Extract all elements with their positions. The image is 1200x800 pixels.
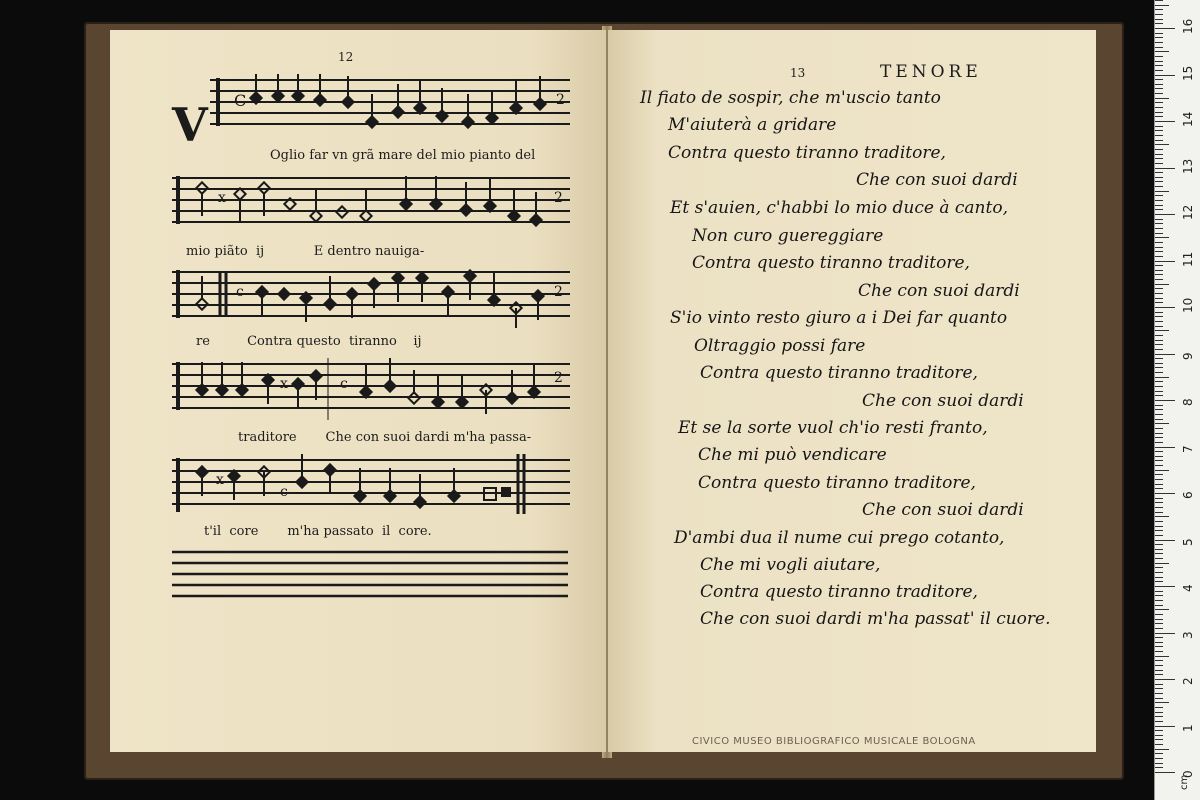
ruler-label: 10: [1181, 297, 1195, 313]
ruler-tick: [1155, 149, 1163, 150]
ruler-label: 14: [1181, 111, 1195, 127]
ruler-tick: [1155, 42, 1163, 43]
ruler-tick: [1155, 56, 1163, 57]
ruler-tick: [1155, 712, 1163, 713]
verse-line: Che con suoi dardi m'ha passat' il cuore.: [700, 609, 1051, 629]
ruler-tick: [1155, 274, 1163, 275]
ruler-tick: [1155, 377, 1169, 378]
ruler-tick: [1155, 460, 1163, 461]
ruler-tick: [1155, 265, 1163, 266]
ruler-tick: [1155, 33, 1163, 34]
ruler-tick: [1155, 567, 1163, 568]
ruler-tick: [1155, 423, 1169, 424]
ruler-tick: [1155, 233, 1163, 234]
ruler-tick: [1155, 456, 1163, 457]
ruler-tick: [1155, 205, 1163, 206]
ruler-tick: [1155, 535, 1163, 536]
ruler-tick: [1155, 154, 1163, 155]
ruler-tick: [1155, 619, 1163, 620]
ruler-tick: [1155, 214, 1175, 215]
ruler-tick: [1155, 135, 1163, 136]
ruler-tick: [1155, 102, 1163, 103]
ruler-tick: [1155, 674, 1163, 675]
ruler-tick: [1155, 563, 1169, 564]
ruler-label: 4: [1181, 584, 1195, 592]
ruler-tick: [1155, 247, 1163, 248]
ruler-tick: [1155, 665, 1163, 666]
ruler-tick: [1155, 549, 1163, 550]
ruler-tick: [1155, 488, 1163, 489]
ruler-tick: [1155, 367, 1163, 368]
ruler-tick: [1155, 354, 1175, 355]
ruler-tick: [1155, 707, 1163, 708]
ruler-tick: [1155, 219, 1163, 220]
svg-text:x: x: [218, 190, 226, 206]
ruler-tick: [1155, 493, 1175, 494]
ruler-tick: [1155, 279, 1163, 280]
ruler-tick: [1155, 209, 1163, 210]
ruler-tick: [1155, 572, 1163, 573]
ruler-tick: [1155, 242, 1163, 243]
ruler-tick: [1155, 484, 1163, 485]
ruler-tick: [1155, 744, 1163, 745]
ruler-label: 6: [1181, 491, 1195, 499]
ruler-label: 9: [1181, 351, 1195, 360]
ruler-tick: [1155, 739, 1163, 740]
ruler-tick: [1155, 168, 1175, 169]
ruler-tick: [1155, 763, 1163, 764]
initial-letter: V: [172, 98, 208, 152]
svg-text:2: 2: [556, 92, 565, 108]
ruler-tick: [1155, 23, 1163, 24]
music-staff-3: [172, 266, 574, 328]
ruler-tick: [1155, 288, 1163, 289]
ruler-tick: [1155, 409, 1163, 410]
ruler-tick: [1155, 172, 1163, 173]
ruler-tick: [1155, 14, 1163, 15]
ruler-tick: [1155, 93, 1163, 94]
ruler-tick: [1155, 158, 1163, 159]
measurement-ruler: [1154, 0, 1200, 800]
ruler-tick: [1155, 679, 1175, 680]
ruler-tick: [1155, 530, 1163, 531]
svg-text:2: 2: [554, 190, 563, 206]
lyric-line-2: mio piãto ij E dentro nauiga-: [186, 244, 425, 259]
ruler-tick: [1155, 474, 1163, 475]
ruler-tick: [1155, 688, 1163, 689]
verse-line: D'ambi dua il nume cui prego cotanto,: [674, 528, 1005, 548]
ruler-tick: [1155, 646, 1163, 647]
ruler-tick: [1155, 121, 1175, 122]
ruler-tick: [1155, 395, 1163, 396]
verse-line: Che con suoi dardi: [862, 500, 1024, 520]
ruler-tick: [1155, 386, 1163, 387]
ruler-tick: [1155, 321, 1163, 322]
verse-line: Oltraggio possi fare: [694, 336, 866, 356]
ruler-tick: [1155, 405, 1163, 406]
ruler-label: 3: [1181, 630, 1195, 639]
ruler-tick: [1155, 130, 1163, 131]
svg-text:2: 2: [554, 284, 563, 300]
ruler-tick: [1155, 19, 1163, 20]
verse-line: Il fiato de sospir, che m'uscio tanto: [640, 88, 941, 108]
ruler-tick: [1155, 758, 1163, 759]
verse-line: Che con suoi dardi: [862, 391, 1024, 411]
verse-line: Che mi vogli aiutare,: [700, 555, 881, 575]
ruler-tick: [1155, 730, 1163, 731]
verse-line: Contra questo tiranno traditore,: [698, 473, 976, 493]
ruler-label: 15: [1181, 65, 1195, 81]
ruler-tick: [1155, 721, 1163, 722]
ruler-tick: [1155, 200, 1163, 201]
ruler-tick: [1155, 140, 1163, 141]
verse-line: Contra questo tiranno traditore,: [700, 363, 978, 383]
ruler-tick: [1155, 340, 1163, 341]
ruler-tick: [1155, 5, 1169, 6]
ruler-tick: [1155, 326, 1163, 327]
verse-line: Contra questo tiranno traditore,: [700, 582, 978, 602]
ruler-tick: [1155, 70, 1163, 71]
svg-text:c: c: [236, 284, 244, 300]
ruler-tick: [1155, 437, 1163, 438]
ruler-tick: [1155, 693, 1163, 694]
ruler-tick: [1155, 470, 1169, 471]
ruler-tick: [1155, 716, 1163, 717]
ruler-tick: [1155, 316, 1163, 317]
music-staff-4: [172, 358, 574, 420]
ruler-tick: [1155, 400, 1175, 401]
ruler-tick: [1155, 702, 1169, 703]
verse-line: Che con suoi dardi: [858, 281, 1020, 301]
ruler-tick: [1155, 600, 1163, 601]
svg-text:x: x: [216, 472, 224, 488]
ruler-tick: [1155, 261, 1175, 262]
ruler-tick: [1155, 223, 1163, 224]
ruler-label: 7: [1181, 444, 1195, 453]
ruler-tick: [1155, 442, 1163, 443]
ruler-tick: [1155, 507, 1163, 508]
ruler-tick: [1155, 228, 1163, 229]
ruler-tick: [1155, 656, 1169, 657]
ruler-tick: [1155, 767, 1163, 768]
ruler-tick: [1155, 195, 1163, 196]
voice-part-heading: TENORE: [880, 62, 982, 82]
ruler-tick: [1155, 251, 1163, 252]
ruler-label: 13: [1181, 158, 1195, 174]
ruler-tick: [1155, 75, 1175, 76]
ruler-tick: [1155, 521, 1163, 522]
verse-line: M'aiuterà a gridare: [668, 115, 837, 135]
ruler-tick: [1155, 84, 1163, 85]
library-stamp: CIVICO MUSEO BIBLIOGRAFICO MUSICALE BOLOGNA: [692, 736, 976, 747]
ruler-tick: [1155, 637, 1163, 638]
ruler-tick: [1155, 609, 1169, 610]
ruler-tick: [1155, 726, 1175, 727]
ruler-tick: [1155, 465, 1163, 466]
ruler-tick: [1155, 298, 1163, 299]
ruler-tick: [1155, 181, 1163, 182]
ruler-label: 11: [1181, 251, 1195, 267]
ruler-tick: [1155, 391, 1163, 392]
ruler-tick: [1155, 163, 1163, 164]
verse-line: Et s'auien, c'habbi lo mio duce à canto,: [670, 198, 1008, 218]
ruler-tick: [1155, 581, 1163, 582]
verse-line: Contra questo tiranno traditore,: [692, 253, 970, 273]
ruler-tick: [1155, 61, 1163, 62]
music-staff-1: [210, 74, 574, 136]
svg-text:x: x: [280, 376, 288, 392]
svg-text:c: c: [280, 484, 288, 500]
ruler-label: 1: [1181, 723, 1195, 732]
ruler-tick: [1155, 614, 1163, 615]
music-staff-2: [172, 172, 574, 234]
ruler-tick: [1155, 502, 1163, 503]
ruler-tick: [1155, 88, 1163, 89]
ruler-tick: [1155, 419, 1163, 420]
ruler-tick: [1155, 37, 1163, 38]
ruler-tick: [1155, 126, 1163, 127]
verse-line: Che con suoi dardi: [856, 170, 1018, 190]
ruler-tick: [1155, 772, 1175, 773]
ruler-tick: [1155, 544, 1163, 545]
ruler-tick: [1155, 526, 1163, 527]
ruler-tick: [1155, 558, 1163, 559]
ruler-tick: [1155, 312, 1163, 313]
ruler-tick: [1155, 107, 1163, 108]
ruler-tick: [1155, 186, 1163, 187]
ruler-tick: [1155, 428, 1163, 429]
ruler-tick: [1155, 28, 1175, 29]
ruler-tick: [1155, 512, 1163, 513]
ruler-tick: [1155, 9, 1163, 10]
ruler-tick: [1155, 116, 1163, 117]
ruler-tick: [1155, 302, 1163, 303]
ruler-tick: [1155, 447, 1175, 448]
ruler-tick: [1155, 98, 1169, 99]
ruler-tick: [1155, 51, 1169, 52]
ruler-tick: [1155, 595, 1163, 596]
ruler-tick: [1155, 553, 1163, 554]
ruler-tick: [1155, 47, 1163, 48]
ruler-tick: [1155, 698, 1163, 699]
ruler-label: 12: [1181, 204, 1195, 220]
ruler-tick: [1155, 749, 1169, 750]
lyric-line-5: t'il core m'ha passato il core.: [204, 524, 432, 539]
verse-line: Contra questo tiranno traditore,: [668, 143, 946, 163]
ruler-tick: [1155, 270, 1163, 271]
ruler-tick: [1155, 177, 1163, 178]
ruler-tick: [1155, 735, 1163, 736]
verse-line: Et se la sorte vuol ch'io resti franto,: [678, 418, 988, 438]
ruler-tick: [1155, 586, 1175, 587]
ruler-tick: [1155, 577, 1163, 578]
ruler-tick: [1155, 498, 1163, 499]
ruler-tick: [1155, 144, 1169, 145]
ruler-tick: [1155, 433, 1163, 434]
ruler-tick: [1155, 191, 1169, 192]
left-page-number: 12: [338, 50, 354, 64]
ruler-tick: [1155, 293, 1163, 294]
lyric-line-1: Oglio far vn grã mare del mio pianto del: [270, 148, 536, 163]
ruler-tick: [1155, 79, 1163, 80]
ruler-tick: [1155, 256, 1163, 257]
ruler-tick: [1155, 670, 1163, 671]
ruler-tick: [1155, 660, 1163, 661]
ruler-tick: [1155, 358, 1163, 359]
svg-text:c: c: [340, 376, 348, 392]
ruler-tick: [1155, 335, 1163, 336]
verse-line: S'io vinto resto giuro a i Dei far quanto: [670, 308, 1008, 328]
svg-text:2: 2: [554, 370, 563, 386]
ruler-tick: [1155, 414, 1163, 415]
ruler-tick: [1155, 591, 1163, 592]
ruler-tick: [1155, 284, 1169, 285]
ruler-label: 2: [1181, 677, 1195, 685]
ruler-tick: [1155, 307, 1175, 308]
ruler-tick: [1155, 623, 1163, 624]
ruler-tick: [1155, 330, 1169, 331]
ruler-tick: [1155, 516, 1169, 517]
ruler-tick: [1155, 633, 1175, 634]
verse-line: Che mi può vendicare: [698, 445, 887, 465]
verse-line: Non curo guereggiare: [692, 226, 884, 246]
ruler-tick: [1155, 0, 1163, 1]
svg-text:C: C: [234, 91, 247, 110]
lyric-line-3: re Contra questo tiranno ij: [196, 334, 422, 349]
music-staff-5: [172, 452, 574, 518]
ruler-label: 8: [1181, 398, 1195, 406]
ruler-tick: [1155, 344, 1163, 345]
empty-staff: [172, 548, 574, 608]
ruler-tick: [1155, 651, 1163, 652]
ruler-tick: [1155, 237, 1169, 238]
ruler-tick: [1155, 605, 1163, 606]
ruler-tick: [1155, 684, 1163, 685]
ruler-label: 0: [1181, 770, 1195, 778]
ruler-tick: [1155, 381, 1163, 382]
ruler-tick: [1155, 628, 1163, 629]
ruler-tick: [1155, 479, 1163, 480]
lyric-line-4: traditore Che con suoi dardi m'ha passa-: [238, 430, 532, 445]
ruler-tick: [1155, 112, 1163, 113]
ruler-tick: [1155, 363, 1163, 364]
ruler-tick: [1155, 65, 1163, 66]
ruler-tick: [1155, 451, 1163, 452]
right-page-number: 13: [790, 66, 806, 80]
ruler-tick: [1155, 753, 1163, 754]
ruler-tick: [1155, 540, 1175, 541]
ruler-tick: [1155, 372, 1163, 373]
ruler-label: 5: [1181, 537, 1195, 546]
ruler-unit: cm: [1179, 774, 1190, 790]
ruler-tick: [1155, 349, 1163, 350]
ruler-label: 16: [1181, 18, 1195, 34]
ruler-tick: [1155, 642, 1163, 643]
